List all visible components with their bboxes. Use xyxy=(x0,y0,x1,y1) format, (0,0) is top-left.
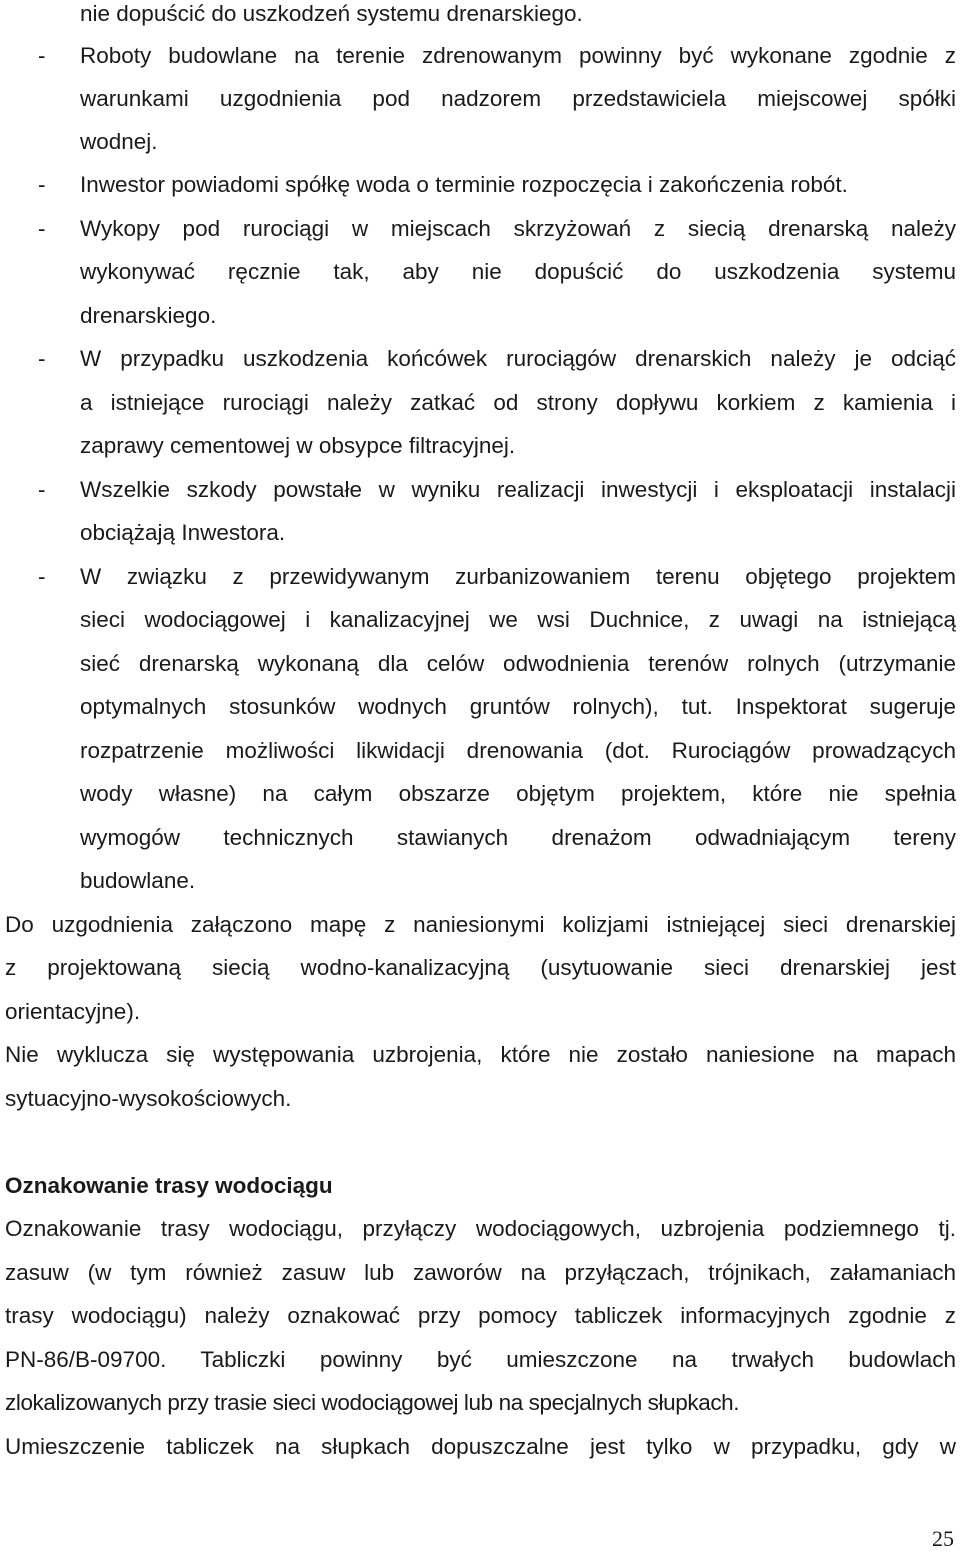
bullet-6-line-7: wymogów technicznych stawianych drenażom odwadniającym tereny xyxy=(80,825,956,850)
bullet-6-line-1: W związku z przewidywanym zurbanizowaniem terenu objętego projektem xyxy=(80,564,956,589)
bullet-5-line-2: obciążają Inwestora. xyxy=(80,520,286,545)
bullet-6-line-3: sieć drenarską wykonaną dla celów odwodnienia terenów rolnych (utrzymanie xyxy=(80,651,956,676)
paragraph-1-line-2: z projektowaną siecią wodno-kanalizacyjną (usytuowanie sieci drenarskiej jest xyxy=(5,955,956,980)
continuation-line: nie dopuścić do uszkodzeń systemu drenarskiego. xyxy=(80,1,583,26)
bullet-1-line-1: Roboty budowlane na terenie zdrenowanym powinny być wykonane zgodnie z xyxy=(80,43,956,68)
bullet-dash: - xyxy=(38,564,46,589)
bullet-6-line-6: wody własne) na całym obszarze objętym projektem, które nie spełnia xyxy=(80,781,956,806)
section-line-5: zlokalizowanych przy trasie sieci wodociągowej lub na specjalnych słupkach. xyxy=(5,1390,740,1415)
bullet-dash: - xyxy=(38,216,46,241)
bullet-5-line-1: Wszelkie szkody powstałe w wyniku realizacji inwestycji i eksploatacji instalacji xyxy=(80,477,956,502)
bullet-dash: - xyxy=(38,477,46,502)
bullet-3-line-3: drenarskiego. xyxy=(80,303,217,328)
bullet-1-line-3: wodnej. xyxy=(80,129,158,154)
section-line-4: PN-86/B-09700. Tabliczki powinny być umieszczone na trwałych budowlach xyxy=(5,1347,956,1372)
section-line-2: zasuw (w tym również zasuw lub zaworów na przyłączach, trójnikach, załamaniach xyxy=(5,1260,956,1285)
bullet-3-line-1: Wykopy pod rurociągi w miejscach skrzyżowań z siecią drenarską należy xyxy=(80,216,956,241)
section-line-3: trasy wodociągu) należy oznakować przy pomocy tabliczek informacyjnych zgodnie z xyxy=(5,1303,956,1328)
bullet-6-line-5: rozpatrzenie możliwości likwidacji drenowania (dot. Rurociągów prowadzących xyxy=(80,738,956,763)
section-line-1: Oznakowanie trasy wodociągu, przyłączy wodociągowych, uzbrojenia podziemnego tj. xyxy=(5,1216,956,1241)
section-heading: Oznakowanie trasy wodociągu xyxy=(5,1173,333,1198)
paragraph-2-line-2: sytuacyjno-wysokościowych. xyxy=(5,1086,292,1111)
bullet-4-line-1: W przypadku uszkodzenia końcówek rurociągów drenarskich należy je odciąć xyxy=(80,346,956,371)
bullet-dash: - xyxy=(38,43,46,68)
bullet-dash: - xyxy=(38,172,46,197)
paragraph-1-line-1: Do uzgodnienia załączono mapę z naniesionymi kolizjami istniejącej sieci drenarskiej xyxy=(5,912,956,937)
bullet-6-line-8: budowlane. xyxy=(80,868,196,893)
bullet-1-line-2: warunkami uzgodnienia pod nadzorem przedstawiciela miejscowej spółki xyxy=(80,86,956,111)
paragraph-1-line-3: orientacyjne). xyxy=(5,999,141,1024)
bullet-6-line-4: optymalnych stosunków wodnych gruntów rolnych), tut. Inspektorat sugeruje xyxy=(80,694,956,719)
page-number: 25 xyxy=(932,1526,954,1551)
bullet-dash: - xyxy=(38,346,46,371)
section-line-6: Umieszczenie tabliczek na słupkach dopuszczalne jest tylko w przypadku, gdy w xyxy=(5,1434,956,1459)
bullet-2-line-1: Inwestor powiadomi spółkę woda o terminie rozpoczęcia i zakończenia robót. xyxy=(80,172,848,197)
bullet-6-line-2: sieci wodociągowej i kanalizacyjnej we wsi Duchnice, z uwagi na istniejącą xyxy=(80,607,956,632)
bullet-4-line-2: a istniejące rurociągi należy zatkać od strony dopływu korkiem z kamienia i xyxy=(80,390,956,415)
bullet-3-line-2: wykonywać ręcznie tak, aby nie dopuścić do uszkodzenia systemu xyxy=(80,259,956,284)
paragraph-2-line-1: Nie wyklucza się występowania uzbrojenia, które nie zostało naniesione na mapach xyxy=(5,1042,956,1067)
bullet-4-line-3: zaprawy cementowej w obsypce filtracyjnej. xyxy=(80,433,516,458)
